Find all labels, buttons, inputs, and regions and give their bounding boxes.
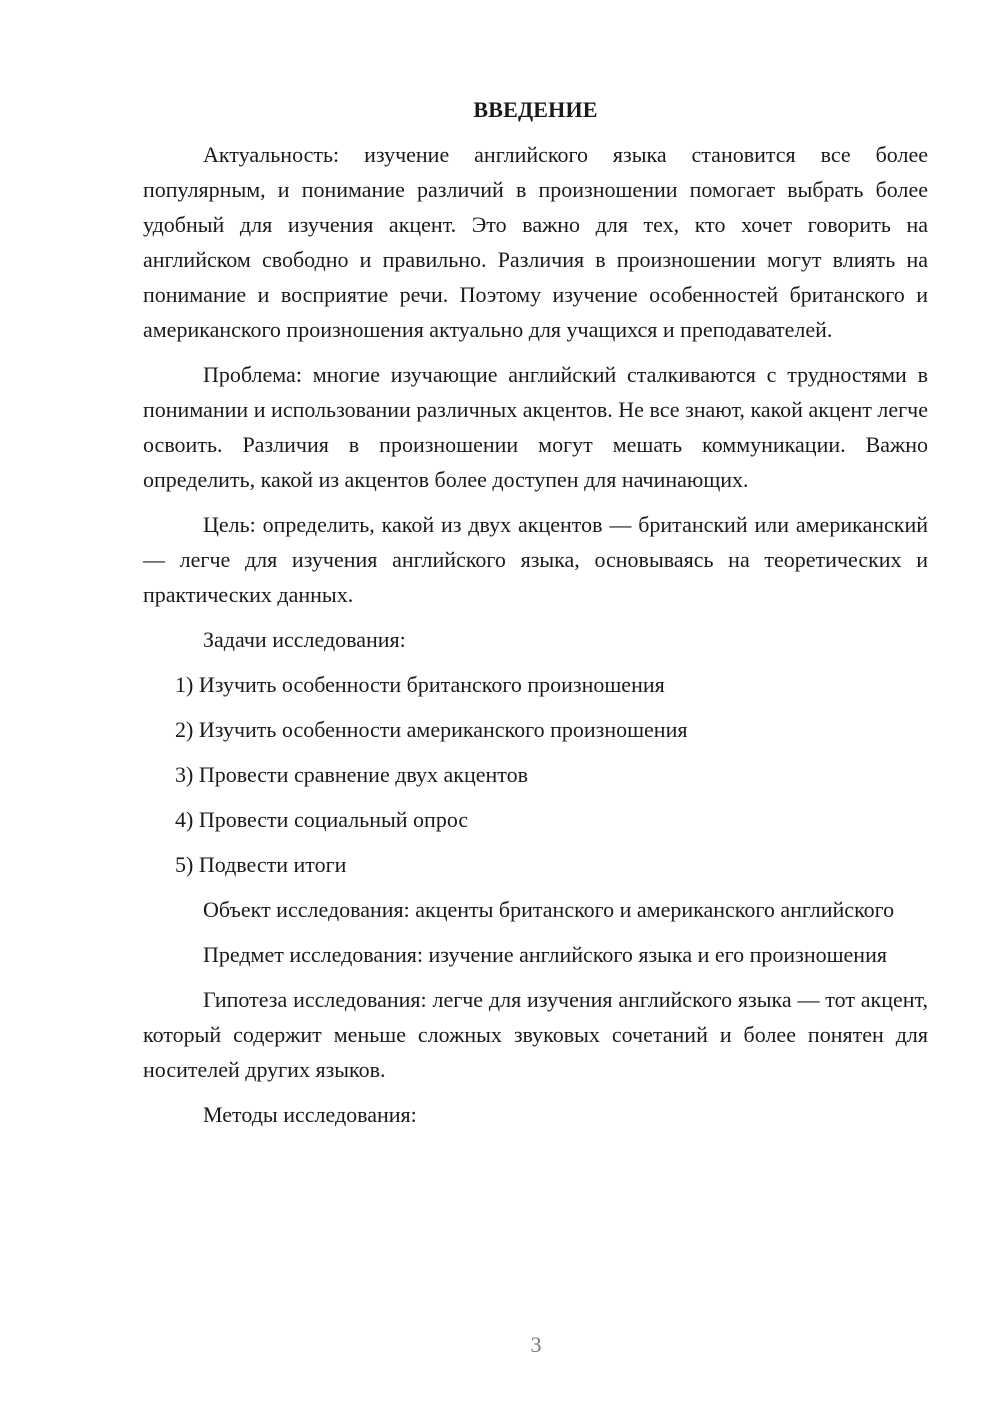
tasks-list bbox=[143, 667, 928, 882]
paragraph-relevance: Актуальность: изучение английского языка становится все более популярным, и понимание различий в произношении помогает выбрать более удобный для изучения акцент. Это важно для тех, кто хочет говорить на английском свободно и правильно. Различия в произношении могут влиять на понимание и восприятие речи. Поэтому изучение особенностей британского и американского произношения актуально для учащихся и преподавателей. bbox=[143, 142, 928, 342]
section-title: ВВЕДЕНИЕ bbox=[473, 97, 598, 122]
paragraph-subject: Предмет исследования: изучение английского языка и его произношения bbox=[203, 942, 887, 967]
list-item: 2) Изучить особенности американского произношения bbox=[175, 717, 688, 742]
list-item: 5) Подвести итоги bbox=[175, 852, 347, 877]
paragraph-goal: Цель: определить, какой из двух акцентов — британский или американский — легче для изучения английского языка, основываясь на теоретических и практических данных. bbox=[143, 512, 928, 607]
paragraph-hypothesis: Гипотеза исследования: легче для изучения английского языка — тот акцент, который содержит меньше сложных звуковых сочетаний и более понятен для носителей других языков. bbox=[143, 987, 928, 1082]
paragraph-tasks-heading: Задачи исследования: bbox=[203, 627, 406, 652]
paragraph-problem: Проблема: многие изучающие английский сталкиваются с трудностями в понимании и использовании различных акцентов. Не все знают, какой акцент легче освоить. Различия в произношении могут мешать коммуникации. Важно определить, какой из акцентов более доступен для начинающих. bbox=[143, 362, 928, 492]
list-item: 3) Провести сравнение двух акцентов bbox=[175, 762, 529, 787]
paragraph-object: Объект исследования: акценты британского и американского английского bbox=[203, 897, 895, 922]
list-item: 4) Провести социальный опрос bbox=[175, 807, 469, 832]
list-item: 1) Изучить особенности британского произношения bbox=[175, 672, 665, 697]
document-page bbox=[143, 92, 928, 1142]
page-number: 3 bbox=[530, 1332, 542, 1357]
paragraph-methods: Методы исследования: bbox=[203, 1102, 417, 1127]
